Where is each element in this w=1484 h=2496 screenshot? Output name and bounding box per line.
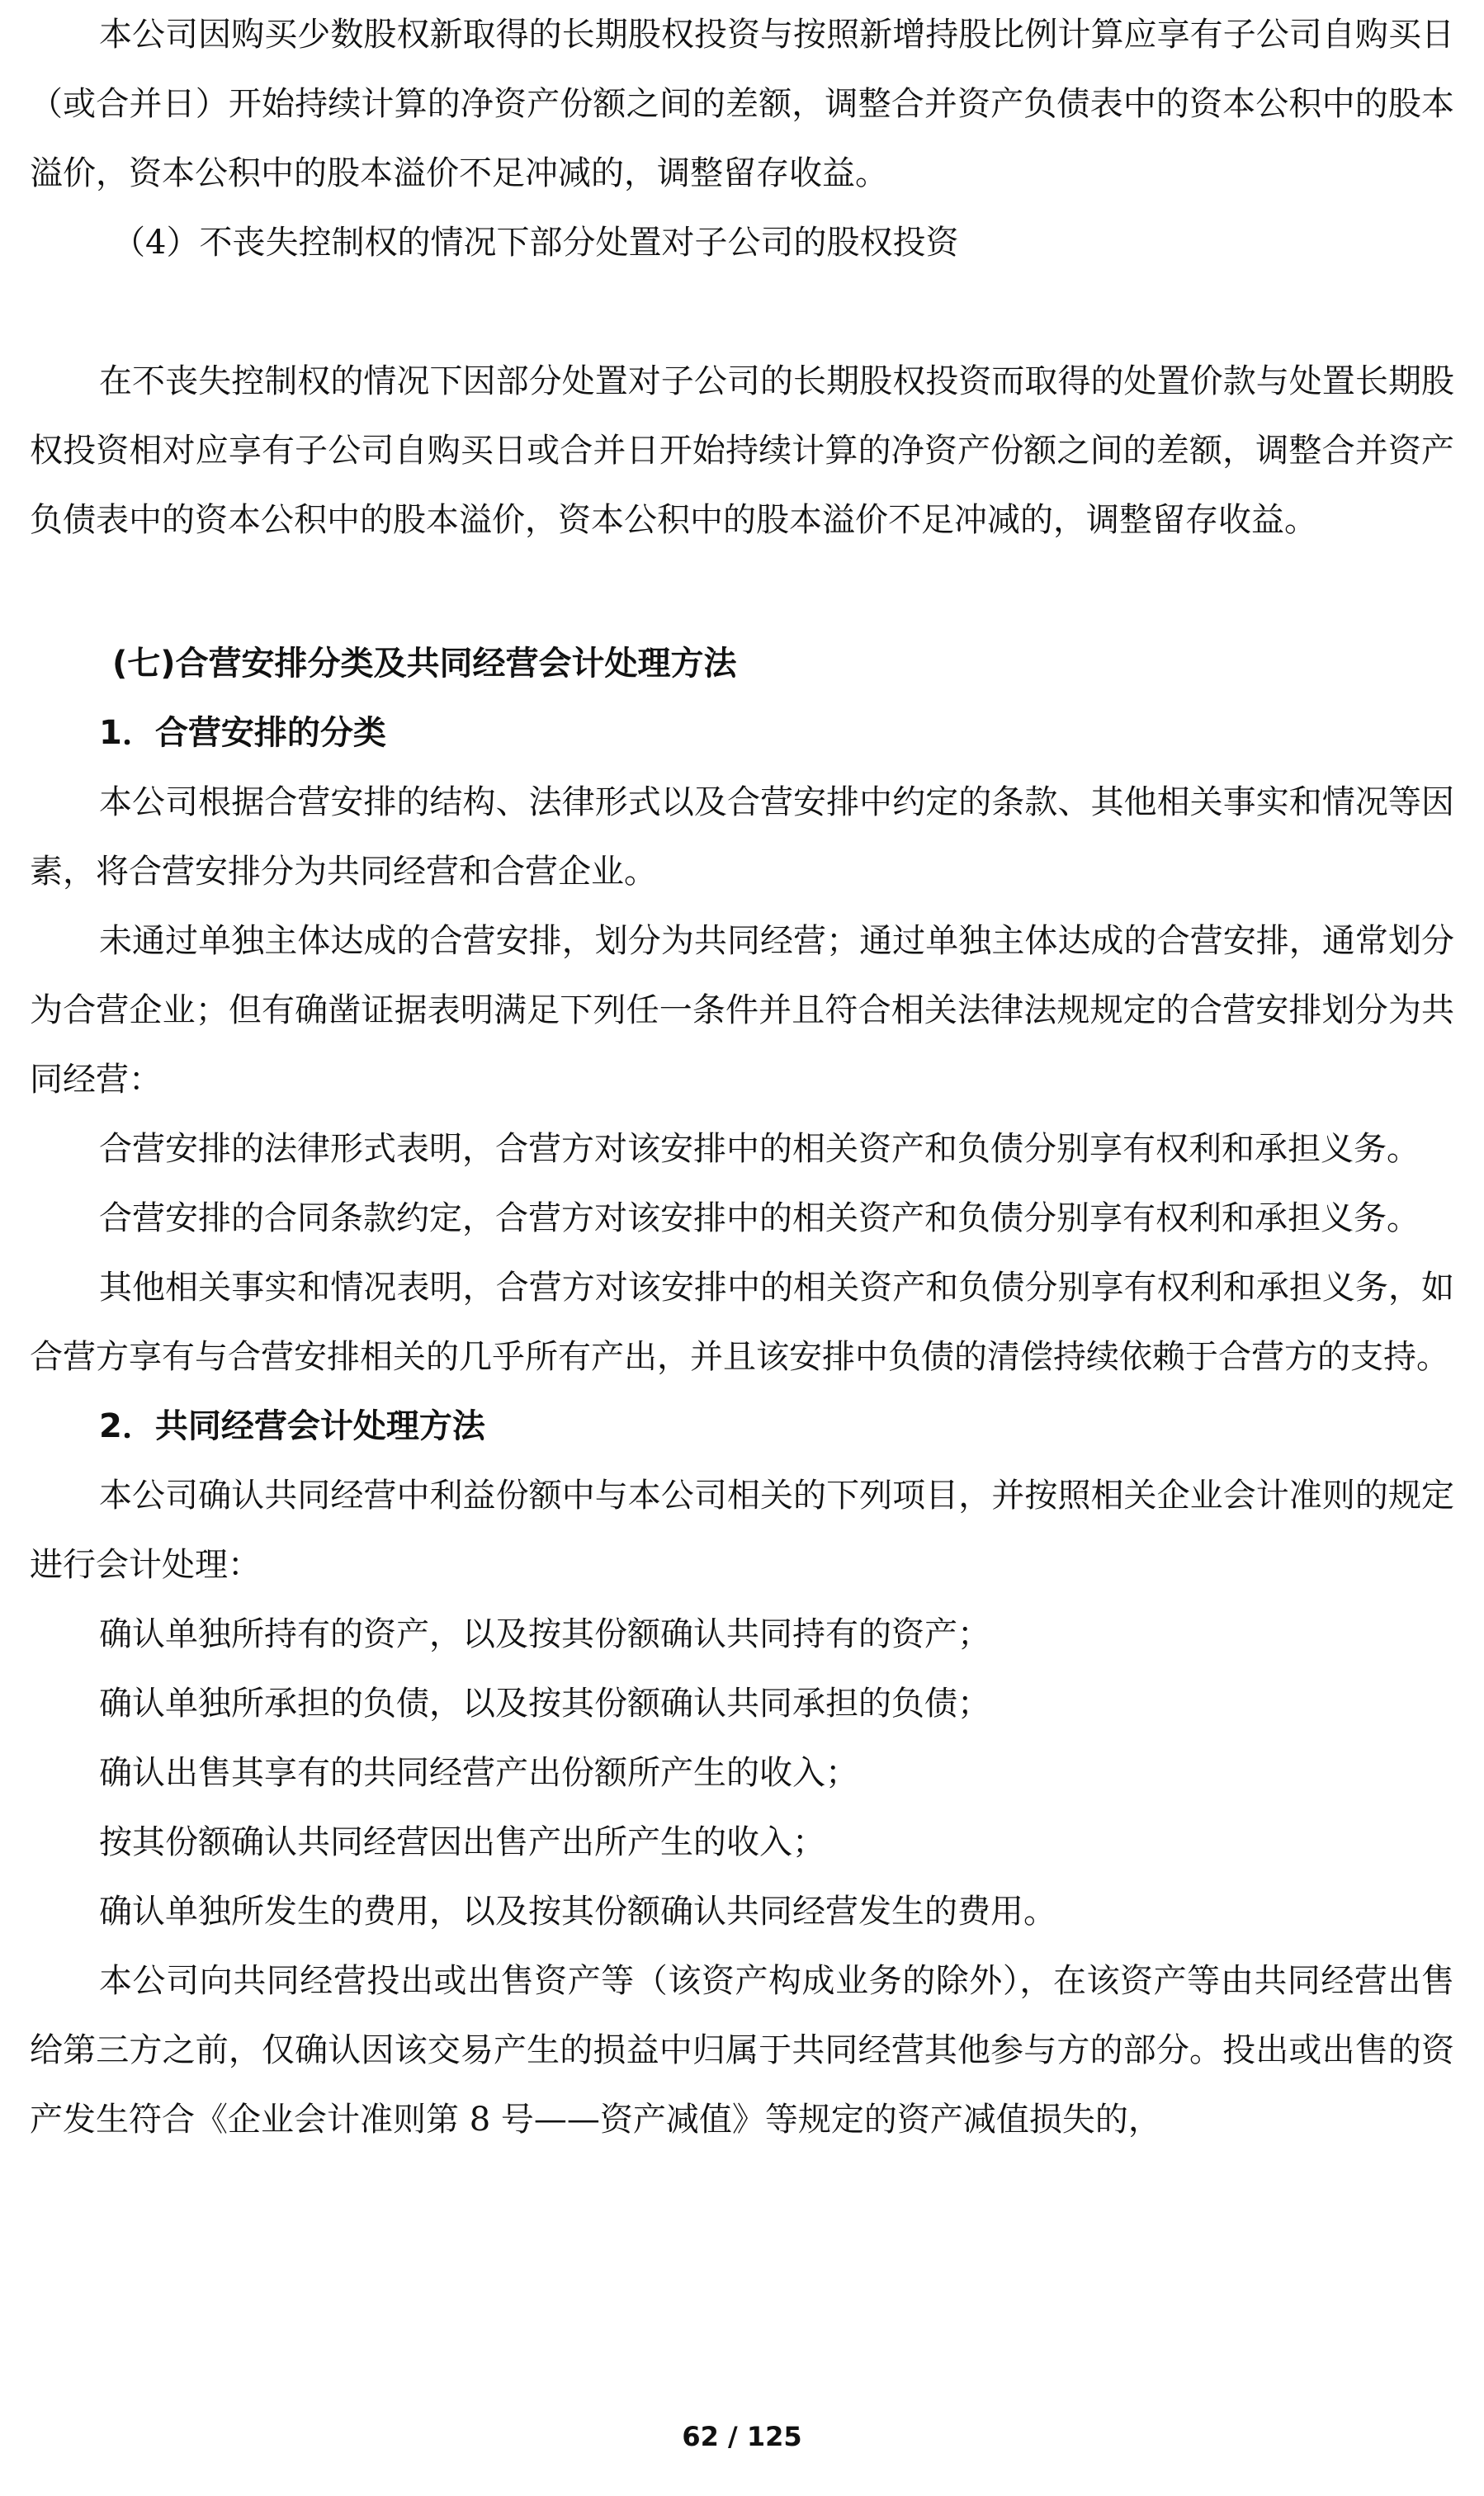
list-item-revenue-sale: 按其份额确认共同经营因出售产出所产生的收入； (99, 1823, 825, 1861)
paragraph-accounting-intro: 本公司确认共同经营中利益份额中与本公司相关的下列项目，并按照相关企业会计准则的规定进行会计处理： (30, 1477, 1454, 1584)
spacer (30, 555, 1454, 629)
paragraph-partial-disposal: 在不丧失控制权的情况下因部分处置对子公司的长期股权投资而取得的处置价款与处置长期股权投资相对应享有子公司自购买日或合并日开始持续计算的净资产份额之间的差额，调整合并资产负债表中的资本公积中的股本溢价，资本公积中的股本溢价不足冲减的，调整留存收益。 (30, 362, 1454, 539)
paragraph-classification-basis: 本公司根据合营安排的结构、法律形式以及合营安排中约定的条款、其他相关事实和情况等因素，将合营安排分为共同经营和合营企业。 (30, 783, 1454, 891)
list-item-revenue-output-share: 确认出售其享有的共同经营产出份额所产生的收入； (99, 1754, 858, 1792)
paragraph-condition-legal-form: 合营安排的法律形式表明，合营方对该安排中的相关资产和负债分别享有权利和承担义务。 (99, 1130, 1420, 1168)
spacer (30, 277, 1454, 347)
subsection-heading-accounting-method: 2．共同经营会计处理方法 (99, 1407, 485, 1445)
subsection-heading-classification: 1．合营安排的分类 (99, 714, 386, 752)
paragraph-condition-contract-terms: 合营安排的合同条款约定，合营方对该安排中的相关资产和负债分别享有权利和承担义务。 (99, 1199, 1420, 1237)
page-number: 62 / 125 (682, 2421, 802, 2452)
list-item-assets: 确认单独所持有的资产，以及按其份额确认共同持有的资产； (99, 1615, 990, 1653)
subheading-partial-disposal: （4）不丧失控制权的情况下部分处置对子公司的股权投资 (112, 224, 959, 262)
paragraph-asset-contribution: 本公司向共同经营投出或出售资产等（该资产构成业务的除外），在该资产等由共同经营出售给第三方之前，仅确认因该交易产生的损益中归属于共同经营其他参与方的部分。投出或出售的资产发生符合《企业会计准则第 8 号——资产减值》等规定的资产减值损失的， (30, 1962, 1454, 2139)
paragraph-condition-other-facts: 其他相关事实和情况表明，合营方对该安排中的相关资产和负债分别享有权利和承担义务，如合营方享有与合营安排相关的几乎所有产出，并且该安排中负债的清偿持续依赖于合营方的支持。 (30, 1269, 1454, 1376)
list-item-expenses: 确认单独所发生的费用，以及按其份额确认共同经营发生的费用。 (99, 1893, 1056, 1931)
paragraph-classification-rule: 未通过单独主体达成的合营安排，划分为共同经营；通过单独主体达成的合营安排，通常划分为合营企业；但有确凿证据表明满足下列任一条件并且符合相关法律法规规定的合营安排划分为共同经营： (30, 922, 1454, 1099)
list-item-liabilities: 确认单独所承担的负债，以及按其份额确认共同承担的负债； (99, 1685, 990, 1723)
section-heading-joint-arrangements: (七)合营安排分类及共同经营会计处理方法 (112, 645, 737, 683)
document-body (30, 0, 1454, 2154)
paragraph-minority-equity-purchase: 本公司因购买少数股权新取得的长期股权投资与按照新增持股比例计算应享有子公司自购买日（或合并日）开始持续计算的净资产份额之间的差额，调整合并资产负债表中的资本公积中的股本溢价，资本公积中的股本溢价不足冲减的，调整留存收益。 (30, 16, 1454, 192)
